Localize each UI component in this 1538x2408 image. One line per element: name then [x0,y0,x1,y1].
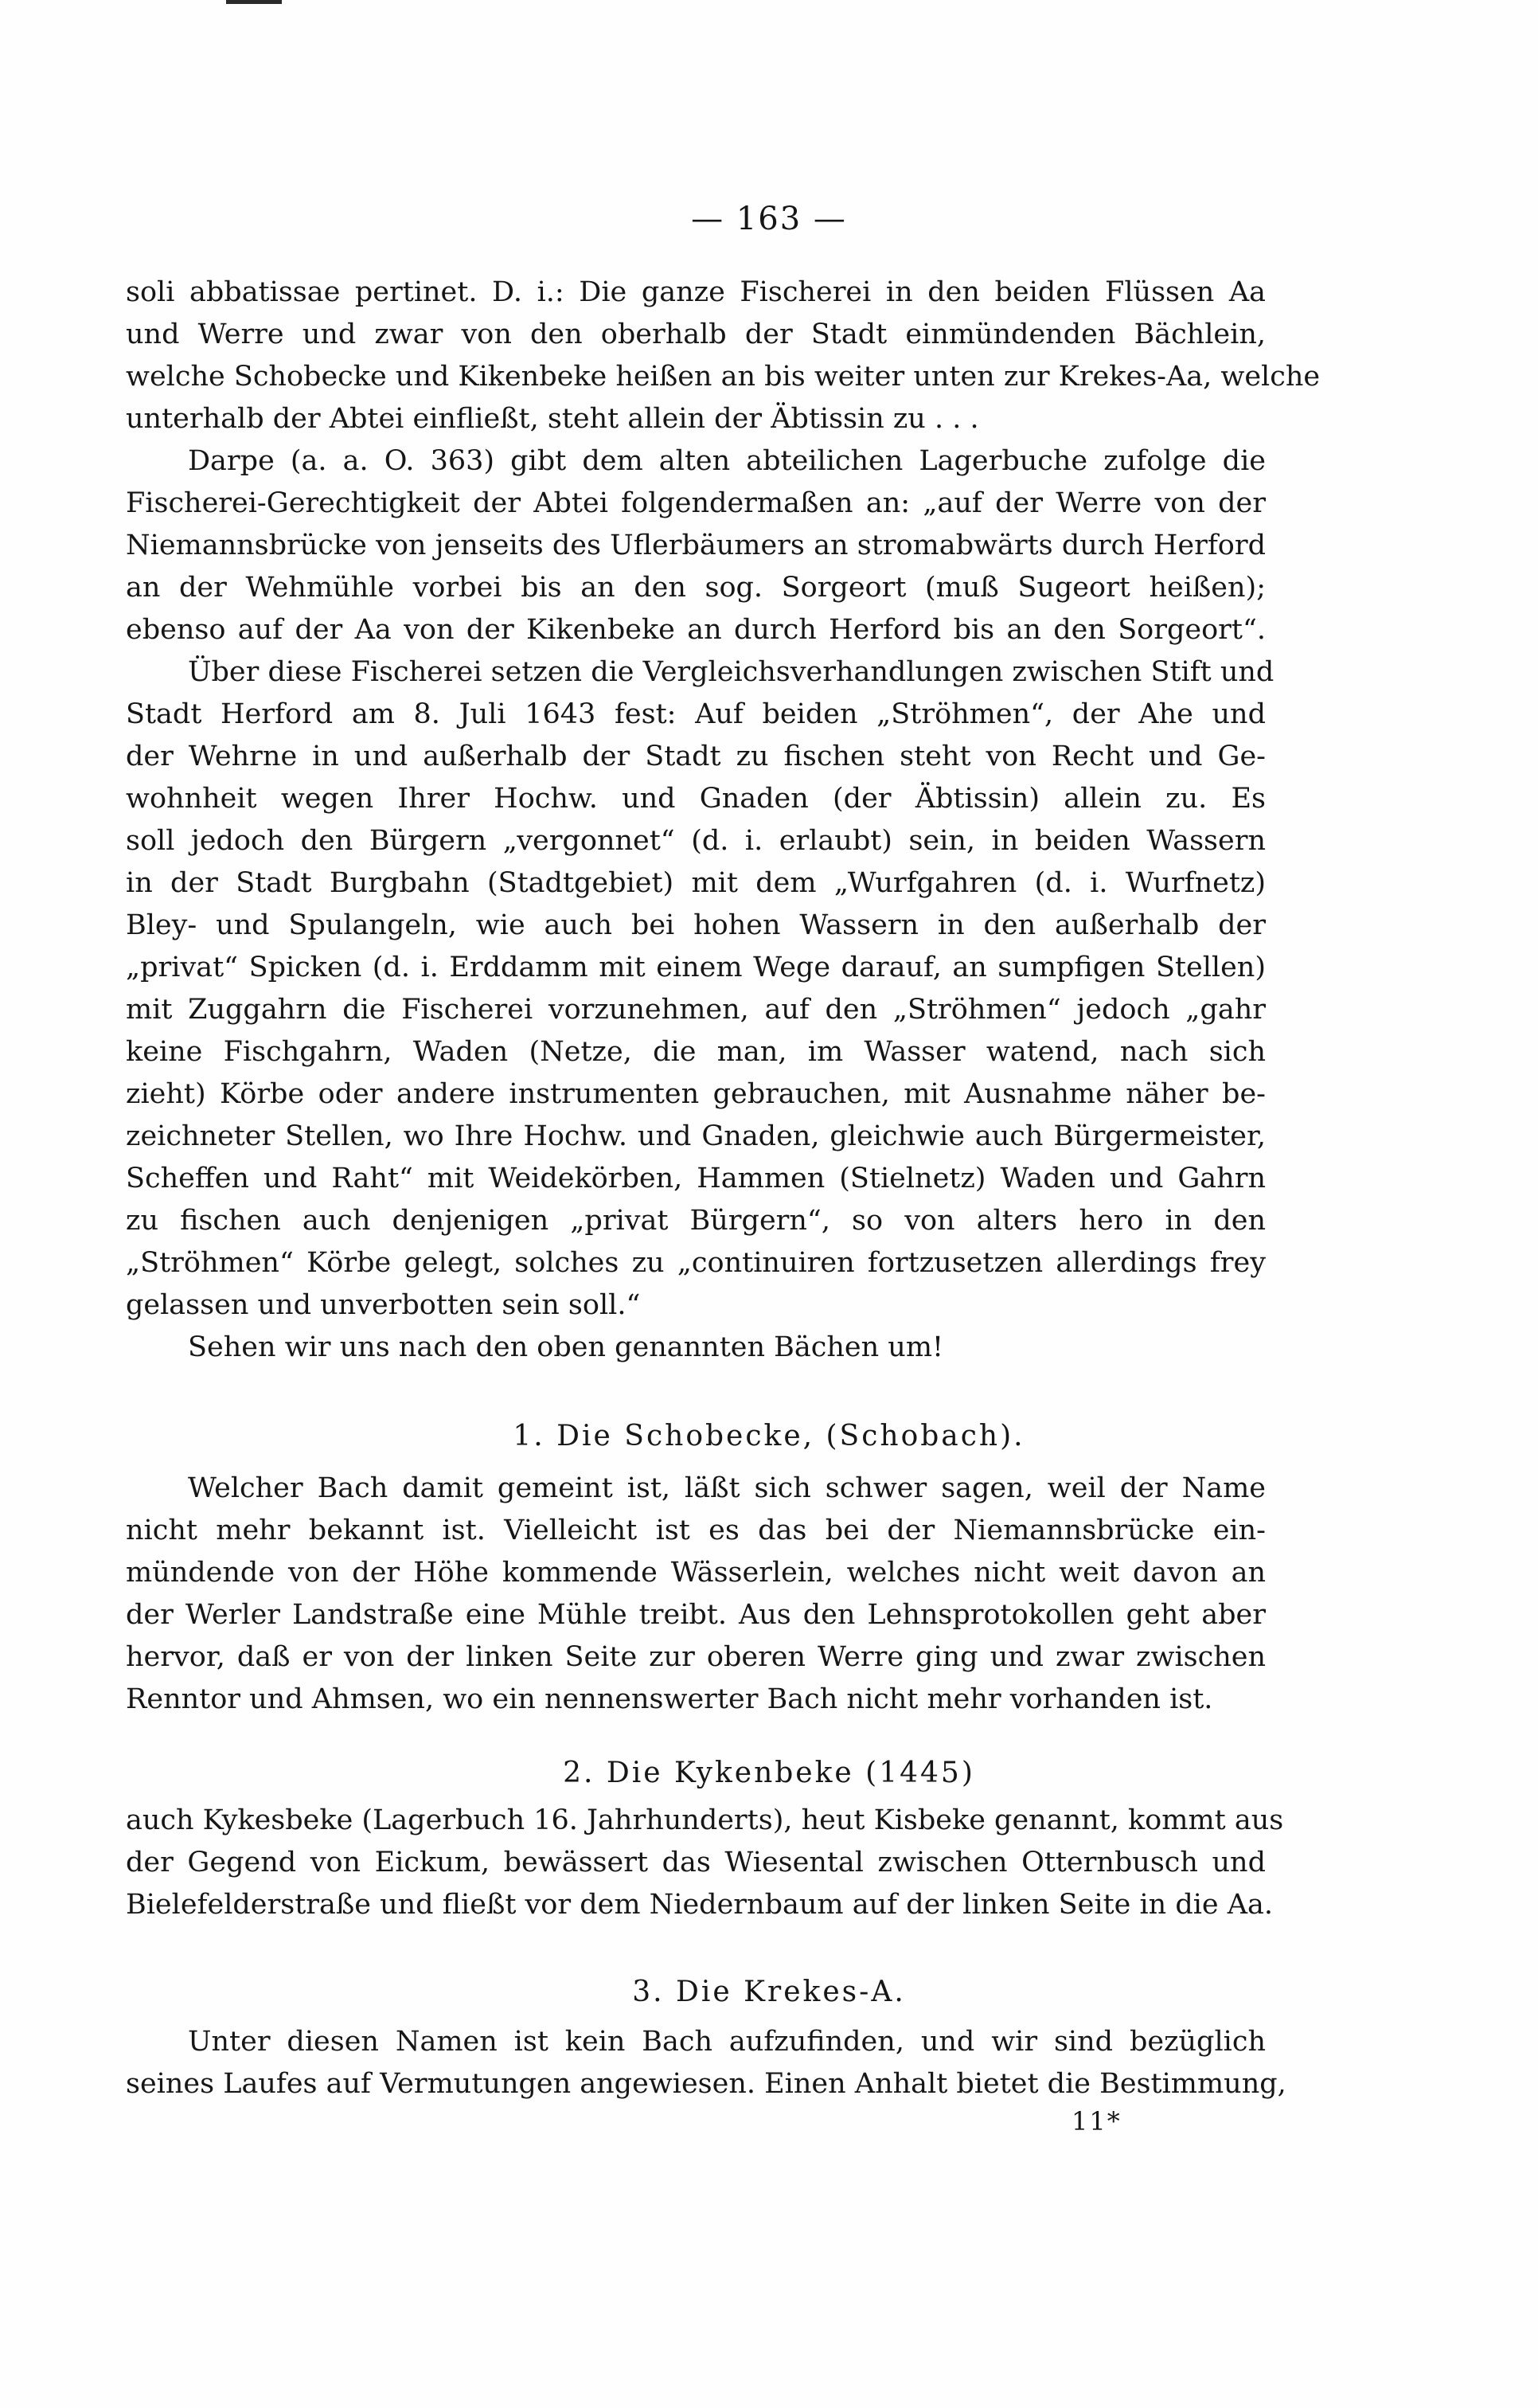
text-line: hervor, daß er von der linken Seite zur oberen Werre ging und zwar zwischen [126,1641,1266,1673]
section-heading: 1. Die Schobecke, (Schobach). [513,1420,1025,1452]
text-line: der Wehrne in und außerhalb der Stadt zu fischen steht von Recht und Ge- [126,741,1266,772]
text-line: Bley- und Spulangeln, wie auch bei hohen Wassern in den außerhalb der [126,909,1266,941]
text-line: der Gegend von Eickum, bewässert das Wiesental zwischen Otternbusch und [126,1847,1266,1878]
text-line: gelassen und unverbotten sein soll.“ [126,1289,641,1321]
section-heading: 2. Die Kykenbeke (1445) [563,1757,975,1789]
section-heading: 3. Die Krekes-A. [632,1976,906,2008]
text-line: „Ströhmen“ Körbe gelegt, solches zu „continuiren fortzusetzen allerdings frey [126,1247,1266,1279]
text-line: soll jedoch den Bürgern „vergonnet“ (d. i. erlaubt) sein, in beiden Wassern [126,825,1266,857]
text-line: Stadt Herford am 8. Juli 1643 fest: Auf beiden „Ströhmen“, der Ahe und [126,698,1266,730]
text-line: und Werre und zwar von den oberhalb der Stadt einmündenden Bächlein, [126,319,1266,350]
text-line: Sehen wir uns nach den oben genannten Bächen um! [188,1331,944,1363]
text-line: Bielefelderstraße und fließt vor dem Niedernbaum auf der linken Seite in die Aa. [126,1889,1274,1921]
text-line: auch Kykesbeke (Lagerbuch 16. Jahrhunderts), heut Kisbeke genannt, kommt aus [126,1804,1284,1836]
text-line: keine Fischgahrn, Waden (Netze, die man, im Wasser watend, nach sich [126,1036,1266,1068]
text-line: mündende von der Höhe kommende Wässerlein, welches nicht weit davon an [126,1557,1266,1589]
text-line: welche Schobecke und Kikenbeke heißen an bis weiter unten zur Krekes-Aa, welche [126,361,1321,393]
text-line: an der Wehmühle vorbei bis an den sog. Sorgeort (muß Sugeort heißen); [126,572,1266,604]
scan-edge-mark [226,0,282,4]
text-line: Darpe (a. a. O. 363) gibt dem alten abteilichen Lagerbuche zufolge die [188,445,1266,477]
text-line: zu fischen auch denjenigen „privat Bürgern“, so von alters hero in den [126,1205,1266,1237]
page-number: — 163 — [691,201,847,237]
text-line: Niemannsbrücke von jenseits des Uflerbäumers an stromabwärts durch Herford [126,530,1266,561]
text-line: Unter diesen Namen ist kein Bach aufzufinden, und wir sind bezüglich [188,2026,1266,2058]
text-line: in der Stadt Burgbahn (Stadtgebiet) mit dem „Wurfgahren (d. i. Wurfnetz) [126,867,1266,899]
text-line: Fischerei-Gerechtigkeit der Abtei folgendermaßen an: „auf der Werre von der [126,487,1266,519]
text-line: Über diese Fischerei setzen die Vergleichsverhandlungen zwischen Stift und [188,656,1275,688]
text-line: unterhalb der Abtei einfließt, steht allein der Äbtissin zu . . . [126,403,979,435]
text-line: mit Zuggahrn die Fischerei vorzunehmen, auf den „Ströhmen“ jedoch „gahr [126,994,1266,1026]
text-line: zeichneter Stellen, wo Ihre Hochw. und Gnaden, gleichwie auch Bürgermeister, [126,1120,1266,1152]
text-line: Renntor und Ahmsen, wo ein nennenswerter Bach nicht mehr vorhanden ist. [126,1683,1213,1715]
text-line: soli abbatissae pertinet. D. i.: Die ganze Fischerei in den beiden Flüssen Aa [126,276,1266,308]
text-line: ebenso auf der Aa von der Kikenbeke an durch Herford bis an den Sorgeort“. [126,614,1266,646]
text-line: Welcher Bach damit gemeint ist, läßt sich schwer sagen, weil der Name [188,1472,1266,1504]
text-line: Scheffen und Raht“ mit Weidekörben, Hammen (Stielnetz) Waden und Gahrn [126,1163,1266,1194]
text-line: zieht) Körbe oder andere instrumenten gebrauchen, mit Ausnahme näher be- [126,1078,1266,1110]
text-line: nicht mehr bekannt ist. Vielleicht ist es das bei der Niemannsbrücke ein- [126,1515,1266,1546]
text-line: seines Laufes auf Vermutungen angewiesen. Einen Anhalt bietet die Bestimmung, [126,2068,1286,2100]
text-line: wohnheit wegen Ihrer Hochw. und Gnaden (der Äbtissin) allein zu. Es [126,783,1266,815]
text-line: der Werler Landstraße eine Mühle treibt. Aus den Lehnsprotokollen geht aber [126,1599,1266,1631]
text-line: „privat“ Spicken (d. i. Erddamm mit einem Wege darauf, an sumpfigen Stellen) [126,952,1266,983]
signature-mark: 11* [1072,2106,1122,2136]
